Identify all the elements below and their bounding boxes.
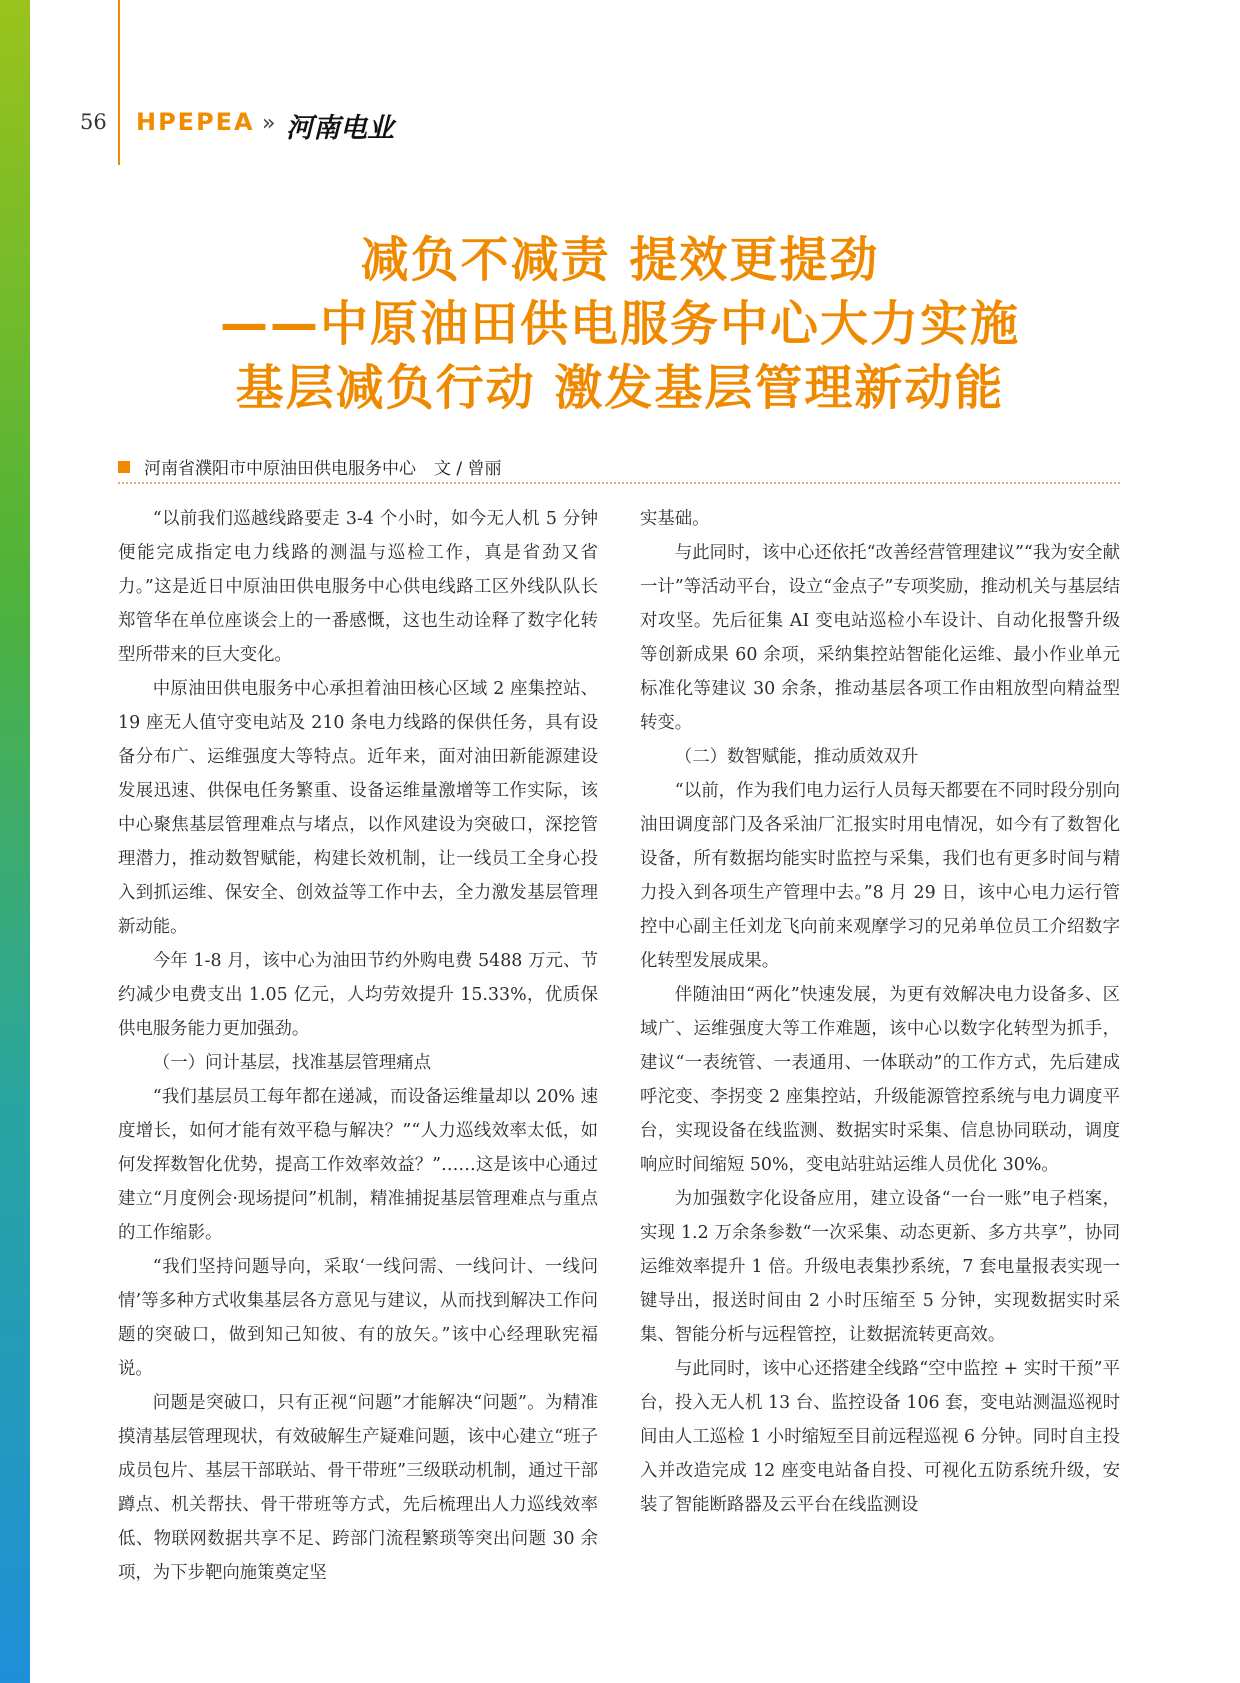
paragraph: 今年 1-8 月，该中心为油田节约外购电费 5488 万元、节约减少电费支出 1.05 亿元，人均劳效提升 15.33%，优质保供电服务能力更加强劲。	[118, 951, 598, 1039]
paragraph: 中原油田供电服务中心承担着油田核心区域 2 座集控站、19 座无人值守变电站及 210 条电力线路的保供任务，具有设备分布广、运维强度大等特点。近年来，面对油田新能源建设发展迅速、供保电任务繁重、设备运维量激增等工作实际，该中心聚焦基层管理难点与堵点，以作风建设为突破口，深挖管理潜力，推动数智赋能，构建长效机制，让一线员工全身心投入到抓运维、保安全、创效益等工作中去，全力激发基层管理新动能。	[118, 679, 598, 937]
paragraph: 与此同时，该中心还依托“改善经营管理建议”“我为安全献一计”等活动平台，设立“金点子”专项奖励，推动机关与基层结对攻坚。先后征集 AI 变电站巡检小车设计、自动化报警升级等创新成果 60 余项，采纳集控站智能化运维、最小作业单元标准化等建议 30 余条，推动基层各项工作由粗放型向精益型转变。	[640, 543, 1120, 733]
section-heading: （一）问计基层，找准基层管理痛点	[152, 1053, 432, 1073]
paragraph: 伴随油田“两化”快速发展，为更有效解决电力设备多、区域广、运维强度大等工作难题，该中心以数字化转型为抓手，建议“一表统管、一表通用、一体联动”的工作方式，先后建成呼沱变、李拐变 2 座集控站，升级能源管控系统与电力调度平台，实现设备在线监测、数据实时采集、信息协同联动，调度响应时间缩短 50%，变电站驻站运维人员优化 30%。	[640, 985, 1120, 1175]
title-line-3: 基层减负行动 激发基层管理新动能	[235, 360, 1005, 416]
title-line-1: 减负不减责 提效更提劲	[360, 232, 880, 288]
page-number: 56	[80, 110, 107, 134]
masthead-logo-chinese: 河南电业	[286, 113, 394, 144]
byline-author: 文 / 曾丽	[434, 459, 502, 479]
article-title	[140, 228, 1100, 420]
byline	[118, 454, 502, 479]
byline-square-icon	[118, 461, 130, 473]
byline-org: 河南省濮阳市中原油田供电服务中心	[144, 459, 416, 479]
dotted-divider	[118, 482, 1120, 484]
paragraph-continuation: 实基础。	[640, 509, 710, 529]
paragraph: 与此同时，该中心还搭建全线路“空中监控 + 实时干预”平台，投入无人机 13 台、监控设备 106 套，变电站测温巡视时间由人工巡检 1 小时缩短至目前远程巡视 6 分钟。同时自主投入并改造完成 12 座变电站备自投、可视化五防系统升级，安装了智能断路器及云平台在线监测设	[640, 1359, 1120, 1515]
section-heading: （二）数智赋能，推动质效双升	[674, 747, 919, 767]
paragraph: 为加强数字化设备应用，建立设备“一台一账”电子档案，实现 1.2 万余条参数“一次采集、动态更新、多方共享”，协同运维效率提升 1 倍。升级电表集抄系统，7 套电量报表实现一键导出，报送时间由 2 小时压缩至 5 分钟，实现数据实时采集、智能分析与远程管控，让数据流转更高效。	[640, 1189, 1120, 1345]
paragraph: 问题是突破口，只有正视“问题”才能解决“问题”。为精准摸清基层管理现状，有效破解生产疑难问题，该中心建立“班子成员包片、基层干部联站、骨干带班”三级联动机制，通过干部蹲点、机关帮扶、骨干带班等方式，先后梳理出人力巡线效率低、物联网数据共享不足、跨部门流程繁琐等突出问题 30 余项，为下步靶向施策奠定坚	[118, 1393, 598, 1583]
left-column	[118, 502, 598, 1590]
paragraph: “以前我们巡越线路要走 3-4 个小时，如今无人机 5 分钟便能完成指定电力线路的测温与巡检工作，真是省劲又省力。”这是近日中原油田供电服务中心供电线路工区外线队队长郑管华在单位座谈会上的一番感慨，这也生动诠释了数字化转型所带来的巨大变化。	[118, 509, 598, 665]
right-column	[640, 502, 1120, 1522]
paragraph: “以前，作为我们电力运行人员每天都要在不同时段分别向油田调度部门及各采油厂汇报实时用电情况，如今有了数智化设备，所有数据均能实时监控与采集，我们也有更多时间与精力投入到各项生产管理中去。”8 月 29 日，该中心电力运行管控中心副主任刘龙飞向前来观摩学习的兄弟单位员工介绍数字化转型发展成果。	[640, 781, 1120, 971]
masthead-separator: »	[262, 111, 276, 136]
paragraph: “我们坚持问题导向，采取‘一线问需、一线问计、一线问情’等多种方式收集基层各方意见与建议，从而找到解决工作问题的突破口，做到知己知彼、有的放矢。”该中心经理耿宪福说。	[118, 1257, 598, 1379]
paragraph: “我们基层员工每年都在递减，而设备运维量却以 20% 速度增长，如何才能有效平稳与解决？”“人力巡线效率太低，如何发挥数智化优势，提高工作效率效益？”……这是该中心通过建立“月度例会·现场提问”机制，精准捕捉基层管理难点与重点的工作缩影。	[118, 1087, 598, 1243]
header-vertical-rule	[118, 0, 120, 165]
side-color-bar	[0, 0, 30, 1683]
title-line-2: ——中原油田供电服务中心大力实施	[219, 296, 1020, 352]
masthead-logo-latin: HPEPEA	[136, 108, 255, 136]
